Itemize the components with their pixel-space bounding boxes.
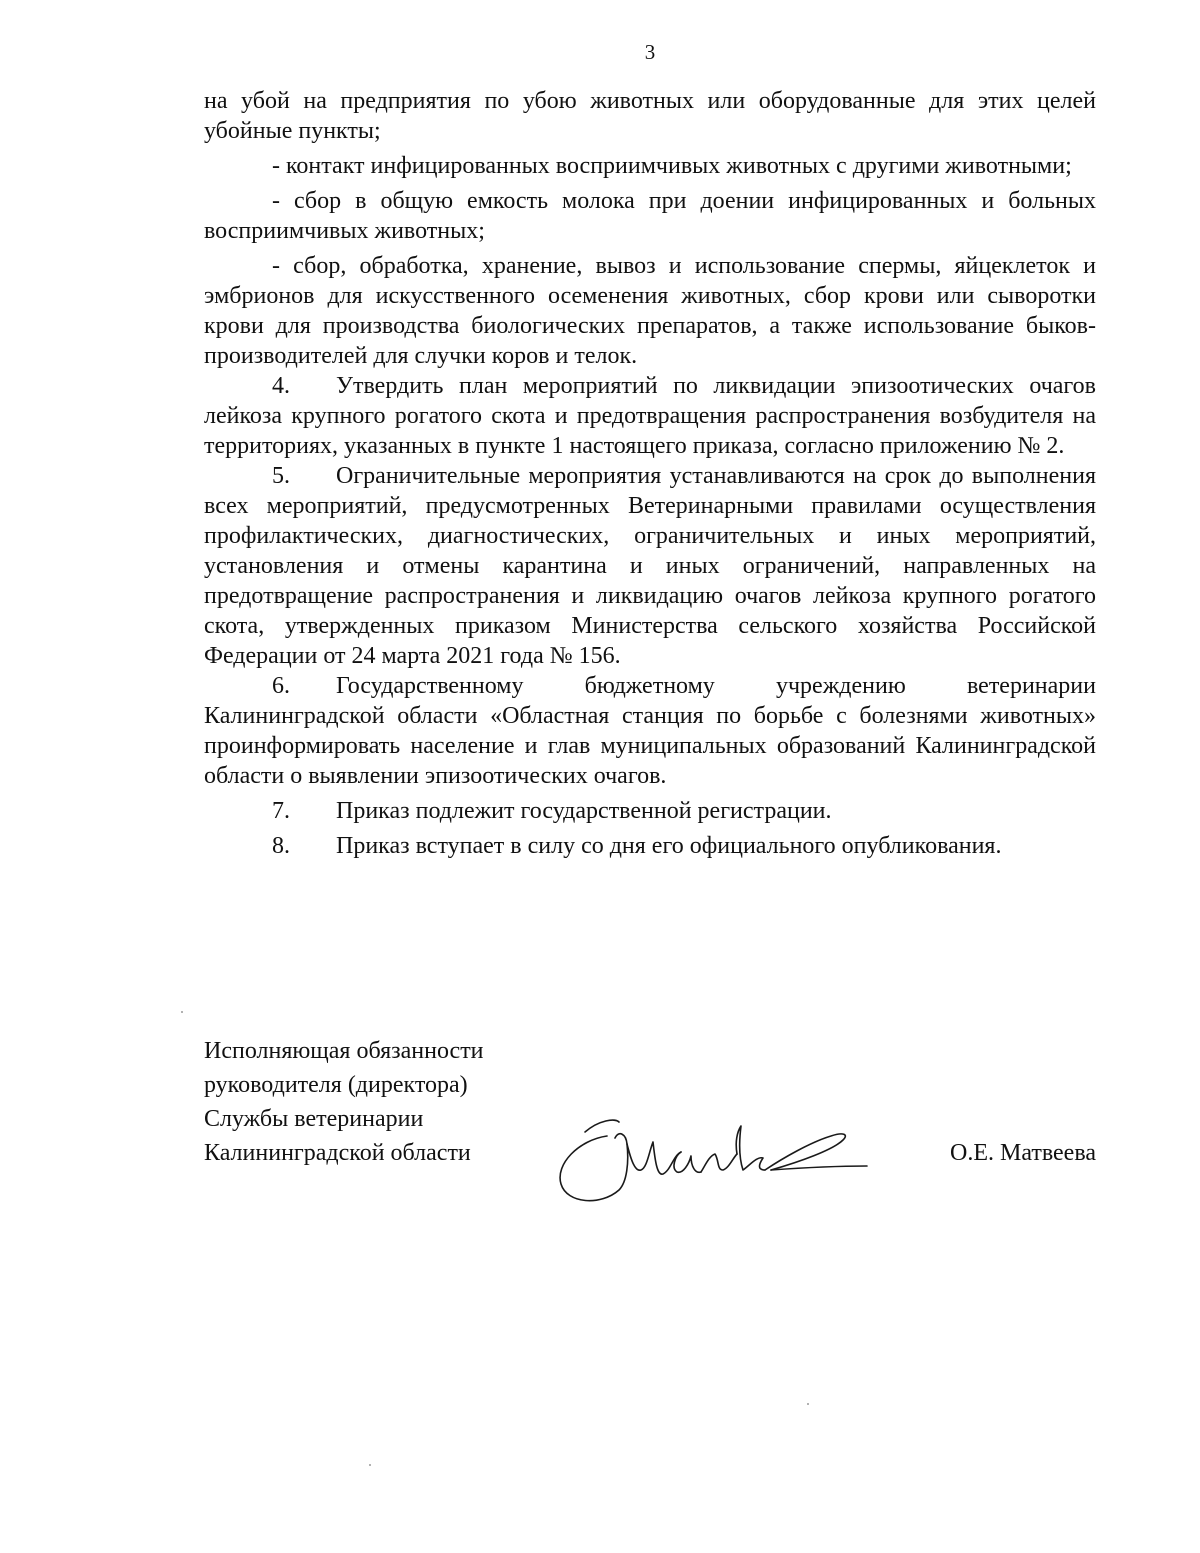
item-8 [204, 831, 1096, 861]
paragraph-dash-sperm: - сбор, обработка, хранение, вывоз и использование спермы, яйцеклеток и эмбрионов для искусственного осеменения животных, сбор крови или сыворотки крови для производства биологических препаратов, а также использование быков-производителей для случки коров и телок. [204, 253, 1096, 369]
item-number: 6. [272, 673, 290, 699]
item-number: 5. [272, 463, 290, 489]
item-number: 8. [272, 833, 290, 859]
item-5 [204, 461, 1096, 671]
paragraph-dash-milk: - сбор в общую емкость молока при доении инфицированных и больных восприимчивых животных; [204, 188, 1096, 244]
signer-title [204, 1034, 534, 1170]
signer-title-line: руководителя (директора) [204, 1072, 468, 1098]
signature-block [204, 1034, 1096, 1214]
handwritten-signature [549, 1112, 869, 1212]
signer-name: О.Е. Матвеева [949, 1140, 1096, 1166]
item-text: Приказ вступает в силу со дня его официального опубликования. [336, 833, 1002, 859]
item-4 [204, 371, 1096, 461]
document-body [204, 86, 1096, 861]
signer-title-line: Исполняющая обязанности [204, 1038, 484, 1064]
item-7 [204, 796, 1096, 826]
scan-speck [807, 1403, 809, 1405]
item-6 [204, 671, 1096, 791]
item-text: Утвердить план мероприятий по ликвидации эпизоотических очагов лейкоза крупного рогатого скота и предотвращения распространения возбудителя на территориях, указанных в пункте 1 настоящего приказа, согласно приложению № 2. [204, 373, 1096, 459]
scan-speck [181, 1011, 183, 1013]
item-text: Государственному бюджетному учреждению ветеринарии Калининградской области «Областная станция по борьбе с болезнями животных» проинформировать население и глав муниципальных образований Калининградской области о выявлении эпизоотических очагов. [204, 673, 1096, 789]
paragraph-dash-contact: - контакт инфицированных восприимчивых животных с другими животными; [272, 153, 1072, 179]
item-number: 4. [272, 373, 290, 399]
item-text: Ограничительные мероприятия устанавливаются на срок до выполнения всех мероприятий, предусмотренных Ветеринарными правилами осуществления профилактических, диагностических, ограничительных и иных мероприятий, установления и отмены карантина и иных ограничений, направленных на предотвращение распространения и ликвидацию очагов лейкоза крупного рогатого скота, утвержденных приказом Министерства сельского хозяйства Российской Федерации от 24 марта 2021 года № 156. [204, 463, 1096, 669]
signer-title-line: Службы ветеринарии [204, 1106, 424, 1132]
paragraph-continuation: на убой на предприятия по убою животных или оборудованные для этих целей убойные пункты; [204, 88, 1096, 144]
page-number: 3 [644, 40, 656, 64]
signer-title-line: Калининградской области [204, 1140, 471, 1166]
scan-speck [369, 1464, 371, 1466]
item-number: 7. [272, 798, 290, 824]
item-text: Приказ подлежит государственной регистрации. [336, 798, 832, 824]
